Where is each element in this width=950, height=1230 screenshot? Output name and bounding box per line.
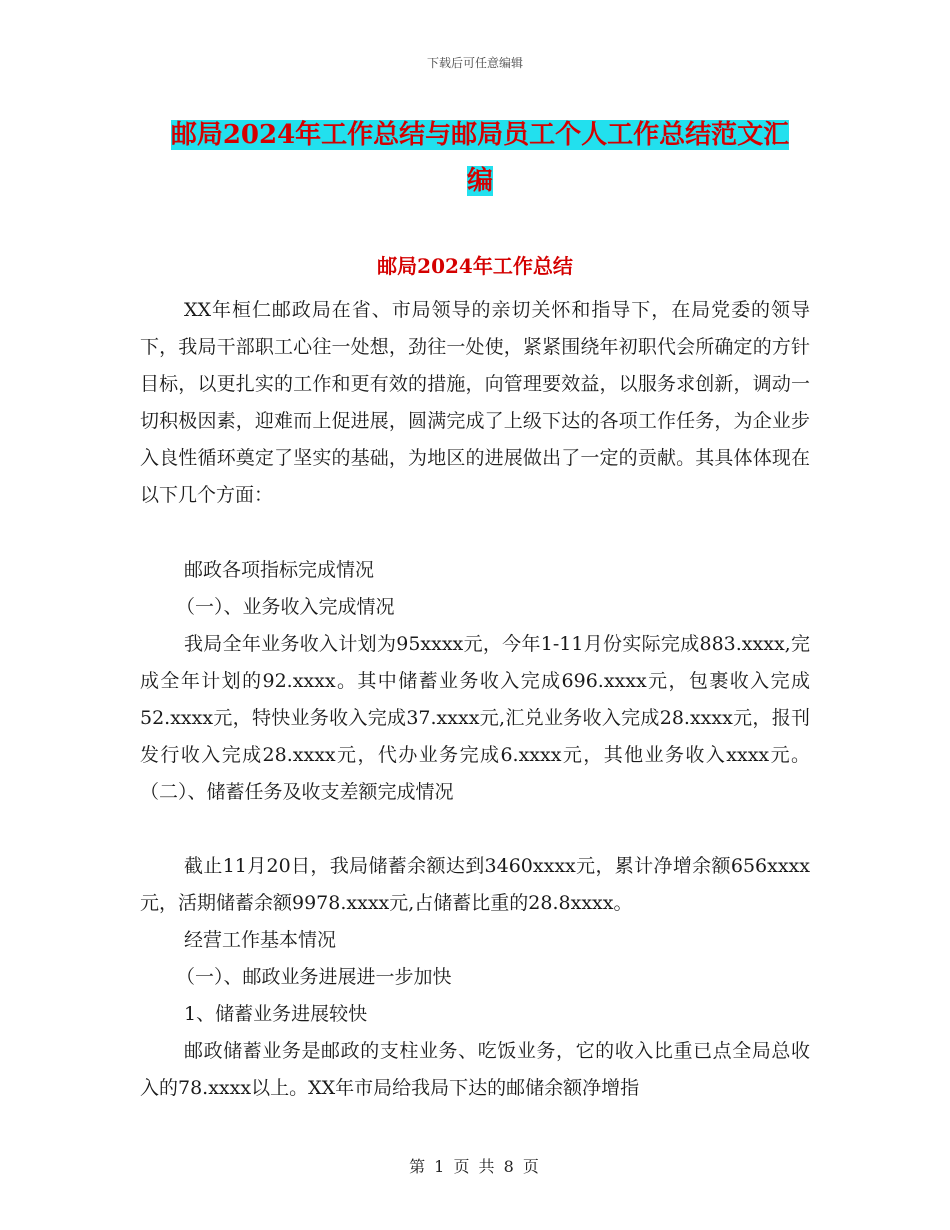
document-title: [140, 112, 820, 204]
heading-income: （一）、业务收入完成情况: [176, 596, 395, 618]
title-line-1: 邮局2024年工作总结与邮局员工个人工作总结范文汇: [170, 120, 790, 150]
section-title: 邮局2024年工作总结: [377, 254, 573, 278]
header-note: 下载后可任意编辑: [426, 56, 523, 70]
savings-business-paragraph: 邮政储蓄业务是邮政的支柱业务、吃饭业务，它的收入比重已点全局总收入的78.xxxx以上。XX年市局给我局下达的邮储余额净增指: [140, 1040, 810, 1099]
heading-postal-progress: （一）、邮政业务进展进一步加快: [176, 966, 452, 988]
intro-paragraph: XX年桓仁邮政局在省、市局领导的亲切关怀和指导下，在局党委的领导下，我局干部职工心往一处想，劲往一处使，紧紧围绕年初职代会所确定的方针目标，以更扎实的工作和更有效的措施，向管理要效益，以服务求创新，调动一切积极因素，迎难而上促进展，圆满完成了上级下达的各项工作任务，为企业步入良性循环奠定了坚实的基础，为地区的进展做出了一定的贡献。其具体体现在以下几个方面：: [140, 299, 810, 506]
heading-savings-progress: 1、储蓄业务进展较快: [184, 1003, 368, 1025]
page-footer: 第 1 页 共 8 页: [409, 1157, 541, 1176]
heading-indicators: 邮政各项指标完成情况: [184, 559, 375, 581]
income-paragraph: 我局全年业务收入计划为95xxxx元，今年1-11月份实际完成883.xxxx,完成全年计划的92.xxxx。其中储蓄业务收入完成696.xxxx元，包裹收入完成52.xxxx元，特快业务收入完成37.xxxx元,汇兑业务收入完成28.xxxx元，报刊发行收入完成28.xxxx元，代办业务完成6.xxxx元，其他业务收入xxxx元。 （二）、储蓄任务及收支差额完成情况: [140, 633, 810, 803]
savings-paragraph: 截止11月20日，我局储蓄余额达到3460xxxx元，累计净增余额656xxxx元，活期储蓄余额9978.xxxx元,占储蓄比重的28.8xxxx。: [140, 855, 810, 914]
title-line-2: 编: [466, 166, 493, 196]
heading-operations: 经营工作基本情况: [184, 929, 337, 951]
